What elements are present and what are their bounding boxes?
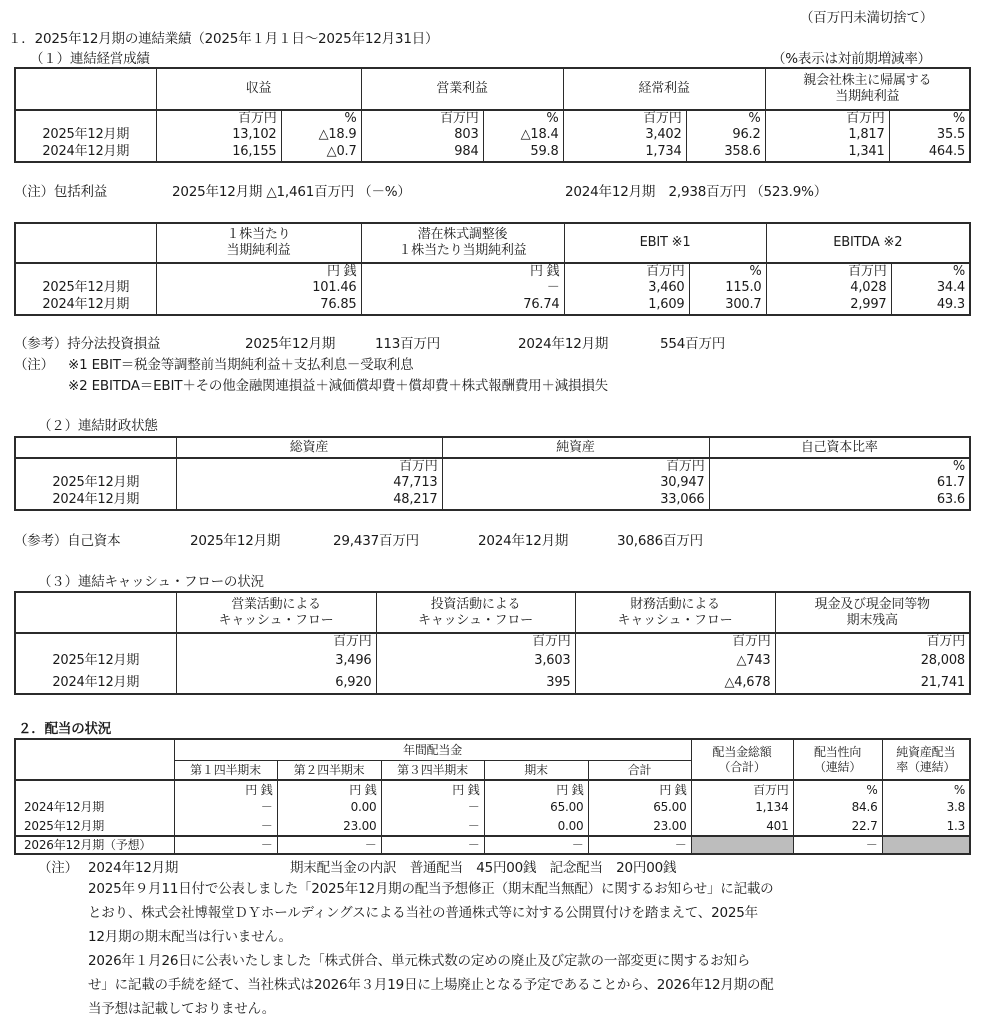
col-financing-cf-line2: キャッシュ・フロー	[617, 612, 733, 628]
table-row	[15, 475, 970, 491]
col-q2: 第２四半期末	[277, 760, 381, 780]
units-row	[15, 263, 970, 280]
cell: 1,734	[563, 143, 686, 162]
dividend-note-line3: とおり、株式会社博報堂ＤＹホールディングスによる当社の普通株式等に対する公開買付けを踏まえて、2025年	[88, 905, 758, 921]
dividend-note-line1-text: 期末配当金の内訳 普通配当 45円00銭 記念配当 20円00銭	[290, 860, 677, 876]
cell: －	[588, 836, 691, 854]
cell: 22.7	[793, 816, 882, 836]
cell: －	[381, 816, 484, 836]
col-financing-cf	[575, 592, 775, 633]
equity-note-previous-label: 2024年12月期	[478, 533, 569, 549]
unit: %	[689, 263, 766, 280]
cell: －	[174, 836, 277, 854]
sub1-title: （１）連結経営成績	[30, 51, 150, 67]
row-label: 2025年12月期	[15, 650, 176, 672]
col-doe	[882, 739, 970, 780]
cell: 21,741	[775, 672, 970, 694]
col-diluted-eps-line2: １株当たり当期純利益	[398, 243, 527, 258]
equity-note-current-label: 2025年12月期	[190, 533, 281, 549]
unit: 百万円	[775, 633, 970, 650]
col-total-dividend	[691, 739, 793, 780]
table-row	[15, 127, 970, 143]
col-eps-line1: １株当たり	[226, 227, 291, 242]
ebit-note-2: ※2 EBITDA＝EBIT＋その他金融関連損益＋減価償却費＋償却費＋株式報酬費用＋減損損失	[68, 378, 608, 394]
col-operating-profit: 営業利益	[361, 68, 563, 110]
unit: 円 銭	[361, 263, 564, 280]
col-financing-cf-line1: 財務活動による	[630, 596, 720, 612]
cell: －	[793, 836, 882, 854]
dividend-note-line7: 当予想は記載しておりません。	[88, 1001, 276, 1017]
dividend-note-line2: 2025年９月11日付で公表しました「2025年12月期の配当予想修正（期末配当無配）に関するお知らせ」に記載の	[88, 881, 774, 897]
dividend-note-line1-label: 2024年12月期	[88, 860, 179, 876]
col-net-assets: 純資産	[442, 437, 709, 458]
unit: %	[281, 110, 361, 127]
unit: %	[889, 110, 970, 127]
cell: 4,028	[766, 280, 891, 296]
cell: △743	[575, 650, 775, 672]
col-net-profit-line2: 当期純利益	[835, 89, 900, 104]
col-ordinary-profit: 経常利益	[563, 68, 765, 110]
row-label: 2025年12月期	[15, 127, 156, 143]
cell: 23.00	[588, 816, 691, 836]
cell: 33,066	[442, 491, 709, 510]
col-doe-line1: 純資産配当	[896, 744, 956, 759]
unit: 百万円	[176, 633, 376, 650]
units-row	[15, 110, 970, 127]
unit: %	[891, 263, 970, 280]
equity-method-previous-label: 2024年12月期	[518, 336, 609, 352]
cell: 28,008	[775, 650, 970, 672]
cell: 1,134	[691, 798, 793, 816]
col-total-assets: 総資産	[176, 437, 442, 458]
table-row	[15, 296, 970, 315]
unit-note: （百万円未満切捨て）	[800, 10, 933, 26]
unit: %	[709, 458, 970, 475]
cell: 300.7	[689, 296, 766, 315]
cell: 76.85	[156, 296, 361, 315]
cell: 96.2	[686, 127, 765, 143]
corner-cell	[15, 68, 156, 110]
table-row	[15, 280, 970, 296]
unit: %	[686, 110, 765, 127]
col-eps	[156, 223, 361, 263]
cell: 0.00	[277, 798, 381, 816]
cell: 47,713	[176, 475, 442, 491]
section1-title: １．2025年12月期の連結業績（2025年１月１日～2025年12月31日）	[8, 31, 439, 47]
row-label: 2025年12月期	[15, 475, 176, 491]
cell: 34.4	[891, 280, 970, 296]
cell: 0.00	[484, 816, 588, 836]
cash-flow-table	[14, 591, 971, 695]
cell: 3,402	[563, 127, 686, 143]
cell: △0.7	[281, 143, 361, 162]
col-diluted-eps	[361, 223, 564, 263]
units-row	[15, 458, 970, 475]
cell: 1,341	[765, 143, 889, 162]
row-label: 2024年12月期	[15, 672, 176, 694]
col-doe-line2: 率（連結）	[896, 759, 956, 774]
cell: 2,997	[766, 296, 891, 315]
unit: 円 銭	[381, 780, 484, 798]
comprehensive-income-previous: 2024年12月期 2,938百万円 （523.9%）	[565, 184, 828, 200]
unit: 百万円	[376, 633, 575, 650]
cell: 61.7	[709, 475, 970, 491]
equity-method-current-label: 2025年12月期	[245, 336, 336, 352]
col-ebitda: EBITDA ※2	[766, 223, 970, 263]
dividends-table	[14, 738, 971, 855]
row-label: 2026年12月期（予想）	[15, 836, 174, 854]
unit: %	[882, 780, 970, 798]
unit: %	[483, 110, 563, 127]
col-year-end: 期末	[484, 760, 588, 780]
col-operating-cf	[176, 592, 376, 633]
forecast-row	[15, 836, 970, 854]
unit: 円 銭	[484, 780, 588, 798]
cell: 63.6	[709, 491, 970, 510]
cell: 401	[691, 816, 793, 836]
row-label: 2024年12月期	[15, 491, 176, 510]
sub1-note: （%表示は対前期増減率）	[772, 51, 931, 67]
dividend-note-line6: せ」に記載の手続を経て、当社株式は2026年３月19日に上場廃止となる予定であることから、2026年12月期の配	[88, 977, 774, 993]
cell: 3,460	[564, 280, 689, 296]
unit: 百万円	[563, 110, 686, 127]
comprehensive-income-prefix: （注）包括利益	[14, 184, 108, 200]
cell: 65.00	[588, 798, 691, 816]
equity-method-current-value: 113百万円	[375, 336, 441, 352]
table-row	[15, 491, 970, 510]
unit: 百万円	[442, 458, 709, 475]
cell: 1,817	[765, 127, 889, 143]
unit: 百万円	[176, 458, 442, 475]
equity-method-prefix: （参考）持分法投資損益	[14, 336, 161, 352]
cell: 23.00	[277, 816, 381, 836]
cell: 101.46	[156, 280, 361, 296]
col-net-profit-line1: 親会社株主に帰属する	[803, 73, 932, 88]
unit: 円 銭	[174, 780, 277, 798]
unit: 百万円	[564, 263, 689, 280]
cell: －	[484, 836, 588, 854]
cell: －	[361, 280, 564, 296]
dividends-title: ２．配当の状況	[18, 721, 112, 737]
table-row	[15, 816, 970, 836]
table-row	[15, 143, 970, 162]
eps-ebit-table	[14, 222, 971, 316]
table-row	[15, 650, 970, 672]
col-annual-dividend: 年間配当金	[174, 739, 691, 760]
unit: 百万円	[765, 110, 889, 127]
row-label: 2024年12月期	[15, 798, 174, 816]
financial-position-title: （２）連結財政状態	[38, 418, 158, 434]
row-label: 2024年12月期	[15, 296, 156, 315]
col-ebit: EBIT ※1	[564, 223, 766, 263]
col-total-dividend-line2: （合計）	[718, 759, 766, 774]
cell: 59.8	[483, 143, 563, 162]
col-cash-balance-line2: 期末残高	[846, 612, 898, 628]
cell: 3,603	[376, 650, 575, 672]
col-cash-balance	[775, 592, 970, 633]
col-payout-ratio	[793, 739, 882, 780]
cell: 65.00	[484, 798, 588, 816]
cell: △18.4	[483, 127, 563, 143]
cell: 984	[361, 143, 483, 162]
equity-note-prefix: （参考）自己資本	[14, 533, 121, 549]
equity-note-current-value: 29,437百万円	[333, 533, 419, 549]
equity-note-previous-value: 30,686百万円	[617, 533, 703, 549]
dividend-note-line5: 2026年１月26日に公表いたしました「株式併合、単元株式数の定めの廃止及び定款の一部変更に関するお知ら	[88, 953, 751, 969]
col-revenue: 収益	[156, 68, 361, 110]
corner-cell	[15, 739, 174, 780]
col-total: 合計	[588, 760, 691, 780]
unit: 円 銭	[277, 780, 381, 798]
equity-method-previous-value: 554百万円	[660, 336, 726, 352]
cell: 84.6	[793, 798, 882, 816]
cell: 3,496	[176, 650, 376, 672]
units-row	[15, 780, 970, 798]
col-diluted-eps-line1: 潜在株式調整後	[417, 227, 508, 242]
cell: △18.9	[281, 127, 361, 143]
unit: 百万円	[156, 110, 281, 127]
units-row	[15, 633, 970, 650]
ebit-note-1: ※1 EBIT＝税金等調整前当期純利益＋支払利息－受取利息	[68, 357, 414, 373]
shaded-cell	[882, 836, 970, 854]
ebit-notes-prefix: （注）	[14, 357, 54, 373]
unit: 円 銭	[588, 780, 691, 798]
cell: 1,609	[564, 296, 689, 315]
col-payout-ratio-line1: 配当性向	[813, 744, 862, 759]
cell: －	[381, 836, 484, 854]
corner-cell	[15, 437, 176, 458]
col-equity-ratio: 自己資本比率	[709, 437, 970, 458]
corner-cell	[15, 592, 176, 633]
col-q3: 第３四半期末	[381, 760, 484, 780]
unit: 百万円	[691, 780, 793, 798]
cell: 6,920	[176, 672, 376, 694]
unit: 百万円	[766, 263, 891, 280]
col-q1: 第１四半期末	[174, 760, 277, 780]
cell: △4,678	[575, 672, 775, 694]
cell: 803	[361, 127, 483, 143]
col-investing-cf-line1: 投資活動による	[430, 596, 521, 612]
row-label: 2025年12月期	[15, 280, 156, 296]
table-row	[15, 798, 970, 816]
cell: 30,947	[442, 475, 709, 491]
cell: 48,217	[176, 491, 442, 510]
corner-cell	[15, 223, 156, 263]
shaded-cell	[691, 836, 793, 854]
cell: －	[277, 836, 381, 854]
unit: %	[793, 780, 882, 798]
col-operating-cf-line1: 営業活動による	[231, 596, 321, 612]
unit: 百万円	[575, 633, 775, 650]
cell: －	[381, 798, 484, 816]
cell: －	[174, 798, 277, 816]
cell: 358.6	[686, 143, 765, 162]
row-label: 2025年12月期	[15, 816, 174, 836]
financial-position-table	[14, 436, 971, 511]
col-net-profit	[765, 68, 970, 110]
dividend-note-line4: 12月期の期末配当は行いません。	[88, 929, 292, 945]
col-cash-balance-line1: 現金及び現金同等物	[814, 596, 930, 612]
cell: 16,155	[156, 143, 281, 162]
col-investing-cf-line2: キャッシュ・フロー	[418, 612, 533, 628]
dividend-notes-prefix: （注）	[38, 860, 78, 876]
cell: 3.8	[882, 798, 970, 816]
unit: 円 銭	[156, 263, 361, 280]
cell: 1.3	[882, 816, 970, 836]
row-label: 2024年12月期	[15, 143, 156, 162]
table-row	[15, 672, 970, 694]
cell: 464.5	[889, 143, 970, 162]
col-operating-cf-line2: キャッシュ・フロー	[218, 612, 334, 628]
col-total-dividend-line1: 配当金総額	[712, 744, 772, 759]
col-investing-cf	[376, 592, 575, 633]
cell: 395	[376, 672, 575, 694]
operating-results-table	[14, 67, 971, 163]
cash-flow-title: （３）連結キャッシュ・フローの状況	[38, 574, 264, 590]
cell: 13,102	[156, 127, 281, 143]
unit: 百万円	[361, 110, 483, 127]
col-eps-line2: 当期純利益	[226, 243, 291, 258]
cell: 35.5	[889, 127, 970, 143]
cell: 115.0	[689, 280, 766, 296]
cell: 76.74	[361, 296, 564, 315]
comprehensive-income-current: 2025年12月期 △1,461百万円 （－%）	[172, 184, 411, 200]
cell: 49.3	[891, 296, 970, 315]
cell: －	[174, 816, 277, 836]
col-payout-ratio-line2: （連結）	[813, 759, 862, 774]
